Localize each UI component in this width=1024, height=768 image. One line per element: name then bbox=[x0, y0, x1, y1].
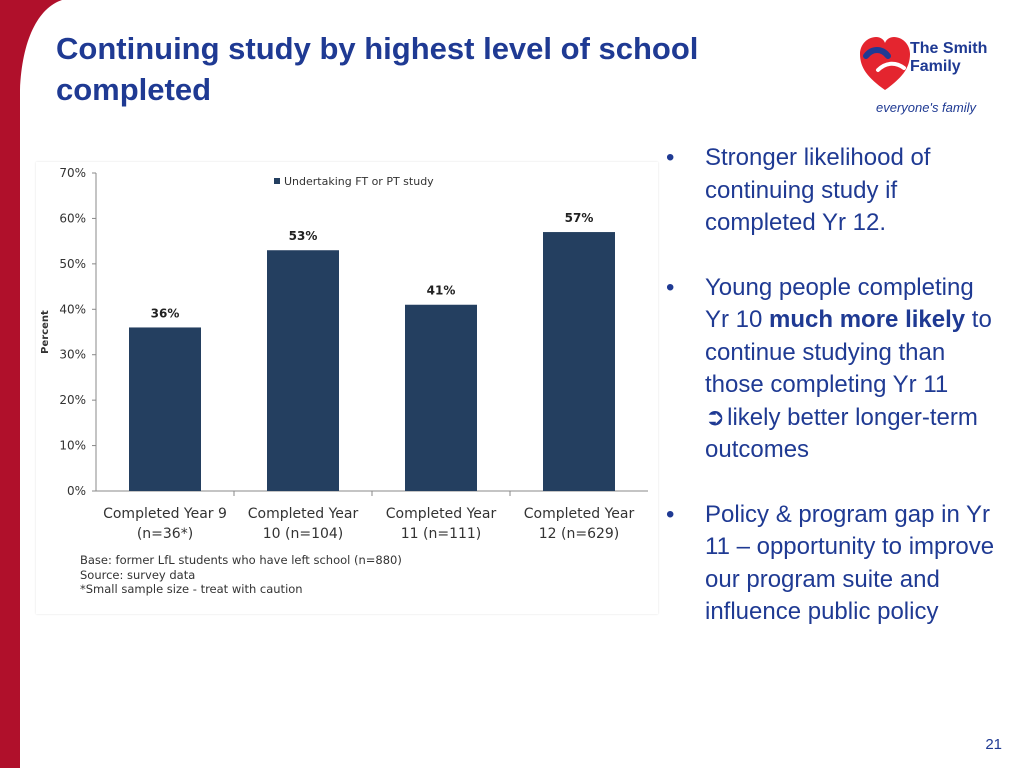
bullet-symbol: • bbox=[666, 500, 675, 528]
data-label: 36% bbox=[150, 306, 180, 321]
chart-note: Base: former LfL students who have left school (n=880) bbox=[80, 553, 402, 567]
logo-name bbox=[910, 40, 1000, 76]
heart-hands-icon bbox=[858, 34, 912, 94]
x-tick-label: (n=36*) bbox=[136, 526, 194, 542]
bar-chart bbox=[36, 162, 658, 614]
data-label: 41% bbox=[426, 283, 456, 298]
x-tick-label: 12 (n=629) bbox=[538, 526, 620, 542]
chart-note: *Small sample size - treat with caution bbox=[80, 582, 303, 596]
bullet-item bbox=[660, 272, 1000, 467]
bullet-item bbox=[660, 142, 1000, 240]
y-tick-label: 10% bbox=[59, 438, 86, 453]
y-tick-label: 30% bbox=[59, 347, 86, 362]
bar bbox=[405, 305, 477, 491]
x-tick-label: 11 (n=111) bbox=[400, 526, 482, 542]
x-tick-label: Completed Year bbox=[523, 506, 635, 522]
bar bbox=[543, 232, 615, 491]
logo-name-line2: Family bbox=[910, 58, 961, 75]
y-tick-label: 40% bbox=[59, 302, 86, 317]
logo-name-line1: The Smith bbox=[910, 40, 988, 57]
chart-notes bbox=[80, 553, 480, 597]
y-tick-label: 60% bbox=[59, 211, 86, 226]
bar-chart-svg bbox=[36, 162, 658, 614]
logo-tagline: everyone's family bbox=[875, 100, 977, 115]
bullet-text: Policy & program gap in Yr 11 – opportunity to improve our program suite and influence public policy bbox=[705, 500, 995, 625]
bullet-text: Stronger likelihood of continuing study if completed Yr 12. bbox=[705, 144, 931, 236]
bullet-text: to continue studying than those completing Yr 11 bbox=[705, 306, 992, 398]
bar bbox=[129, 327, 201, 491]
y-tick-label: 20% bbox=[59, 393, 86, 408]
the-smith-family-logo bbox=[856, 32, 996, 122]
bullet-text: likely better longer-term outcomes bbox=[705, 403, 978, 463]
bullet-text: Young people completing Yr 10 bbox=[705, 273, 974, 333]
y-tick-label: 70% bbox=[59, 166, 86, 180]
bar bbox=[267, 250, 339, 491]
arrow-right-icon: ➲ bbox=[705, 403, 726, 431]
bullet-symbol: • bbox=[666, 144, 675, 171]
legend-label: Undertaking FT or PT study bbox=[284, 175, 434, 188]
bullet-emphasis: much more likely bbox=[769, 306, 966, 333]
x-tick-label: 10 (n=104) bbox=[262, 526, 344, 542]
x-tick-label: Completed Year bbox=[247, 506, 359, 522]
slide-title: Continuing study by highest level of school completed bbox=[56, 31, 699, 107]
y-axis-label: Percent bbox=[40, 310, 51, 354]
x-tick-label: Completed Year 9 bbox=[103, 506, 227, 522]
bullet-list bbox=[660, 142, 1000, 629]
page-number: 21 bbox=[985, 736, 1002, 753]
bullet-item bbox=[660, 499, 1000, 629]
legend-swatch bbox=[274, 178, 280, 184]
x-tick-label: Completed Year bbox=[385, 506, 497, 522]
data-label: 53% bbox=[288, 229, 318, 244]
y-tick-label: 50% bbox=[59, 256, 86, 271]
bullet-symbol: • bbox=[666, 273, 675, 301]
data-label: 57% bbox=[564, 211, 594, 226]
y-tick-label: 0% bbox=[66, 484, 86, 498]
chart-note: Source: survey data bbox=[80, 567, 196, 582]
